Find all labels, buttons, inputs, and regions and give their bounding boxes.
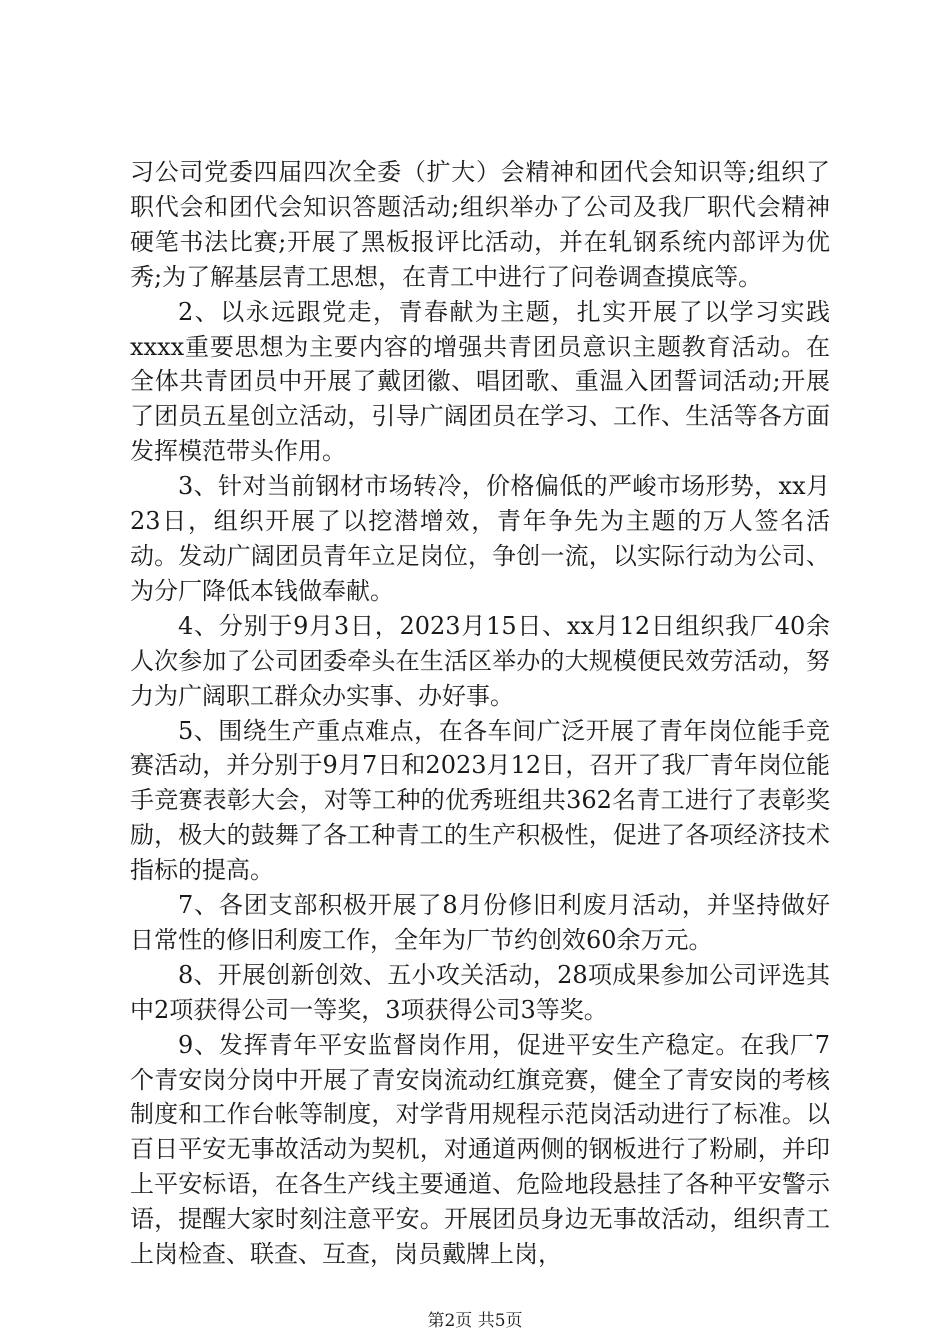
paragraph-4: 4、分别于9月3日，2023月15日、xx月12日组织我厂40余人次参加了公司团委牵头在生活区举办的大规模便民效劳活动，努力为广阔职工群众办实事、办好事。 bbox=[130, 611, 830, 710]
paragraph-8: 8、开展创新创效、五小攻关活动，28项成果参加公司评选其中2项获得公司一等奖，3项获得公司3等奖。 bbox=[130, 960, 830, 1024]
paragraph-1: 习公司党委四届四次全委（扩大）会精神和团代会知识等;组织了职代会和团代会知识答题活动;组织举办了公司及我厂职代会精神硬笔书法比赛;开展了黑板报评比活动，并在轧钢系统内部评为优秀;为了解基层青工思想，在青工中进行了问卷调查摸底等。 bbox=[130, 158, 830, 291]
document-body bbox=[130, 155, 830, 1272]
paragraph-5: 5、围绕生产重点难点，在各车间广泛开展了青年岗位能手竞赛活动，并分别于9月7日和2023月12日，召开了我厂青年岗位能手竞赛表彰大会，对等工种的优秀班组共362名青工进行了表彰奖励，极大的鼓舞了各工种青工的生产积极性，促进了各项经济技术指标的提高。 bbox=[130, 716, 830, 885]
paragraph-3: 3、针对当前钢材市场转冷，价格偏低的严峻市场形势，xx月23日，组织开展了以挖潜增效，青年争先为主题的万人签名活动。发动广阔团员青年立足岗位，争创一流，以实际行动为公司、为分厂降低本钱做奉献。 bbox=[130, 472, 830, 605]
paragraph-2: 2、以永远跟党走，青春献为主题，扎实开展了以学习实践xxxx重要思想为主要内容的增强共青团员意识主题教育活动。在全体共青团员中开展了戴团徽、唱团歌、重温入团誓词活动;开展了团员五星创立活动，引导广阔团员在学习、工作、生活等各方面发挥模范带头作用。 bbox=[130, 297, 830, 466]
paragraph-9: 9、发挥青年平安监督岗作用，促进平安生产稳定。在我厂7个青安岗分岗中开展了青安岗流动红旗竞赛，健全了青安岗的考核制度和工作台帐等制度，对学背用规程示范岗活动进行了标准。以百日平安无事故活动为契机，对通道两侧的钢板进行了粉刷，并印上平安标语，在各生产线主要通道、危险地段悬挂了各种平安警示语，提醒大家时刻注意平安。开展团员身边无事故活动，组织青工上岗检查、联查、互查，岗员戴牌上岗， bbox=[130, 1030, 830, 1269]
paragraph-7: 7、各团支部积极开展了8月份修旧利废月活动，并坚持做好日常性的修旧利废工作，全年为厂节约创效60余万元。 bbox=[130, 891, 830, 954]
page-number-footer: 第2页 共5页 bbox=[427, 1311, 523, 1331]
